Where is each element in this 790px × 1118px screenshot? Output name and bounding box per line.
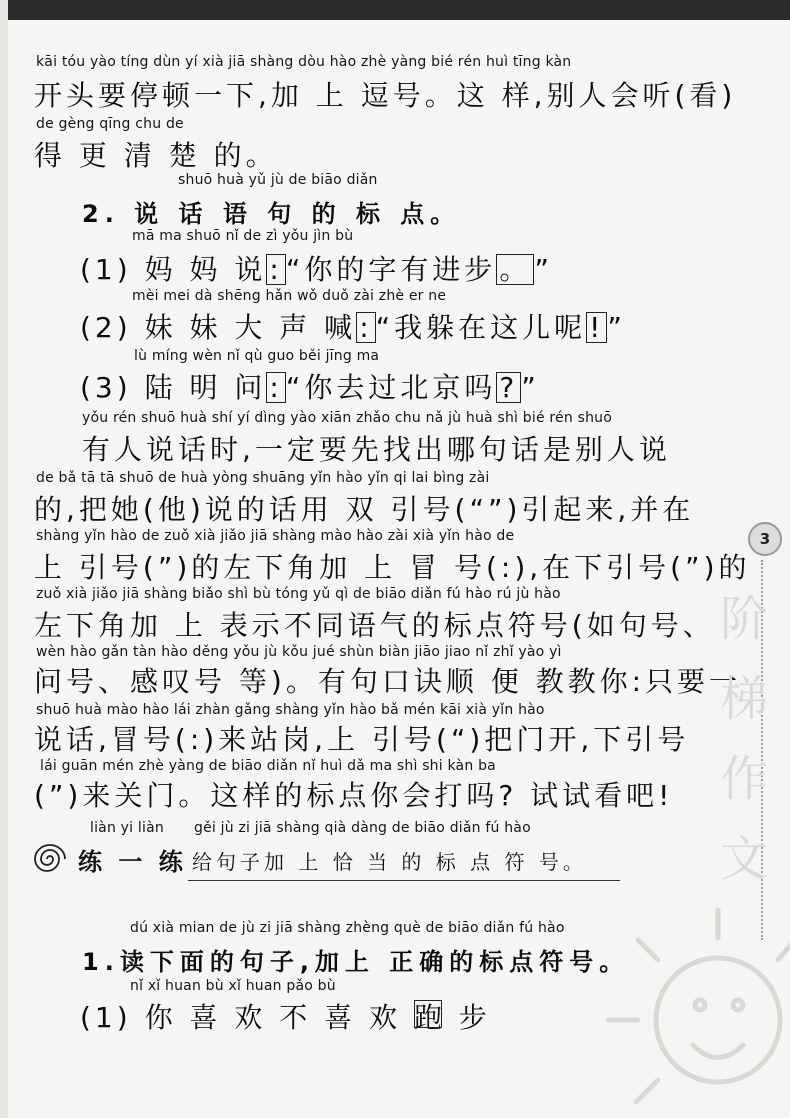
exercise-instruction-pinyin: gěi jù zi jiā shàng qià dàng de biāo diǎn fú hào <box>194 820 531 836</box>
example-number: (3) <box>80 371 132 404</box>
swirl-icon <box>30 842 70 876</box>
quote-close: ” <box>534 253 553 286</box>
exercise-label-pinyin: liàn yi liàn <box>90 820 164 836</box>
text-line: 问号、感叹号 等)。有句口诀顺 便 教教你:只要一 <box>34 665 742 698</box>
quote-open: “ <box>285 371 305 404</box>
text-line: 有人说话时,一定要先找出哪句话是别人说 <box>82 433 671 466</box>
colon-box: : <box>266 372 285 403</box>
end-punct-box: ? <box>496 372 521 403</box>
text-line: 开头要停顿一下,加 上 逗号。这 样,别人会听(看) <box>34 79 737 112</box>
example-sentence-2 <box>80 306 626 346</box>
text-line: 说话,冒号(:)来站岗,上 引号(“)把门开,下引号 <box>34 723 690 756</box>
quote-close: ” <box>607 311 626 344</box>
pinyin-line: shuō huà mào hào lái zhàn gǎng shàng yǐn hào bǎ mén kāi xià yǐn hào <box>36 702 545 718</box>
side-title-char: 作 <box>719 751 768 807</box>
exercise-sentence: (1) 你 喜 欢 不 喜 欢 跑 步 <box>80 1001 491 1034</box>
text-line: 的,把她(他)说的话用 双 引号(“”)引起来,并在 <box>34 493 695 526</box>
side-title-char: 梯 <box>719 671 768 727</box>
pinyin-line: shàng yǐn hào de zuǒ xià jiǎo jiā shàng mào hào zài xià yǐn hào de <box>36 528 515 544</box>
pinyin-line: lù míng wèn nǐ qù guo běi jīng ma <box>134 348 380 364</box>
text-line: 得 更 清 楚 的。 <box>34 139 278 172</box>
example-speech: 你的字有进步 <box>304 253 497 286</box>
pinyin-line: kāi tóu yào tíng dùn yí xià jiā shàng dòu hào zhè yàng bié rén huì tīng kàn <box>36 54 572 70</box>
example-sentence-3 <box>80 366 540 406</box>
exercise-instruction: 给句子加 上 恰 当 的 标 点 符 号。 <box>192 850 587 874</box>
pinyin-line: nǐ xǐ huan bù xǐ huan pǎo bù <box>130 978 336 994</box>
task-heading: 1.读下面的句子,加上 正确的标点符号。 <box>82 948 630 976</box>
pinyin-line: lái guān mén zhè yàng de biāo diǎn nǐ huì dǎ ma shì shi kàn ba <box>40 758 496 774</box>
example-speech: 你去过北京吗 <box>304 371 497 404</box>
example-sentence-1 <box>80 248 553 288</box>
section-heading: 2. 说 话 语 句 的 标 点。 <box>82 200 461 228</box>
pinyin-line: yǒu rén shuō huà shí yí dìng yào xiān zhǎo chu nǎ jù huà shì bié rén shuō <box>82 410 613 426</box>
page-left-edge <box>0 0 8 1118</box>
text-line: (”)来关门。这样的标点你会打吗? 试试看吧! <box>34 779 674 812</box>
page-top-edge <box>0 0 790 20</box>
end-punct-box: 。 <box>496 254 534 285</box>
text-line: 上 引号(”)的左下角加 上 冒 号(:),在下引号(”)的 <box>34 551 751 584</box>
pinyin-line: mèi mei dà shēng hǎn wǒ duǒ zài zhè er ne <box>132 288 447 304</box>
colon-box: : <box>266 254 285 285</box>
answer-box[interactable] <box>414 1000 442 1028</box>
quote-open: “ <box>375 311 395 344</box>
end-punct-box: ! <box>586 312 607 343</box>
quote-open: “ <box>285 253 305 286</box>
exercise-label: 练 一 练 <box>78 848 187 876</box>
pinyin-line: shuō huà yǔ jù de biāo diǎn <box>178 172 378 188</box>
quote-close: ” <box>521 371 540 404</box>
example-number: (1) <box>80 253 132 286</box>
pinyin-line: wèn hào gǎn tàn hào děng yǒu jù kǒu jué shùn biàn jiāo jiao nǐ zhǐ yào yì <box>36 644 562 660</box>
example-speech: 我躲在这儿呢 <box>394 311 587 344</box>
page-number: 3 <box>748 522 782 556</box>
text-line: 左下角加 上 表示不同语气的标点符号(如句号、 <box>34 609 715 642</box>
pinyin-line: mā ma shuō nǐ de zì yǒu jìn bù <box>132 228 354 244</box>
example-lead: 妈 妈 说 <box>144 253 267 286</box>
colon-box: : <box>356 312 375 343</box>
example-lead: 陆 明 问 <box>144 371 267 404</box>
pinyin-line: zuǒ xià jiǎo jiā shàng biǎo shì bù tóng yǔ qì de biāo diǎn fú hào rú jù hào <box>36 586 561 602</box>
instruction-underline <box>188 880 620 881</box>
side-title-char: 文 <box>719 831 768 887</box>
pinyin-line: dú xià mian de jù zi jiā shàng zhèng què de biāo diǎn fú hào <box>130 920 565 936</box>
example-number: (2) <box>80 311 132 344</box>
pinyin-line: de gèng qīng chu de <box>36 116 184 132</box>
example-lead: 妹 妹 大 声 喊 <box>144 311 357 344</box>
sun-illustration <box>588 880 790 1110</box>
pinyin-line: de bǎ tā tā shuō de huà yòng shuāng yǐn hào yǐn qi lai bìng zài <box>36 470 490 486</box>
side-title-char: 阶 <box>719 591 768 647</box>
